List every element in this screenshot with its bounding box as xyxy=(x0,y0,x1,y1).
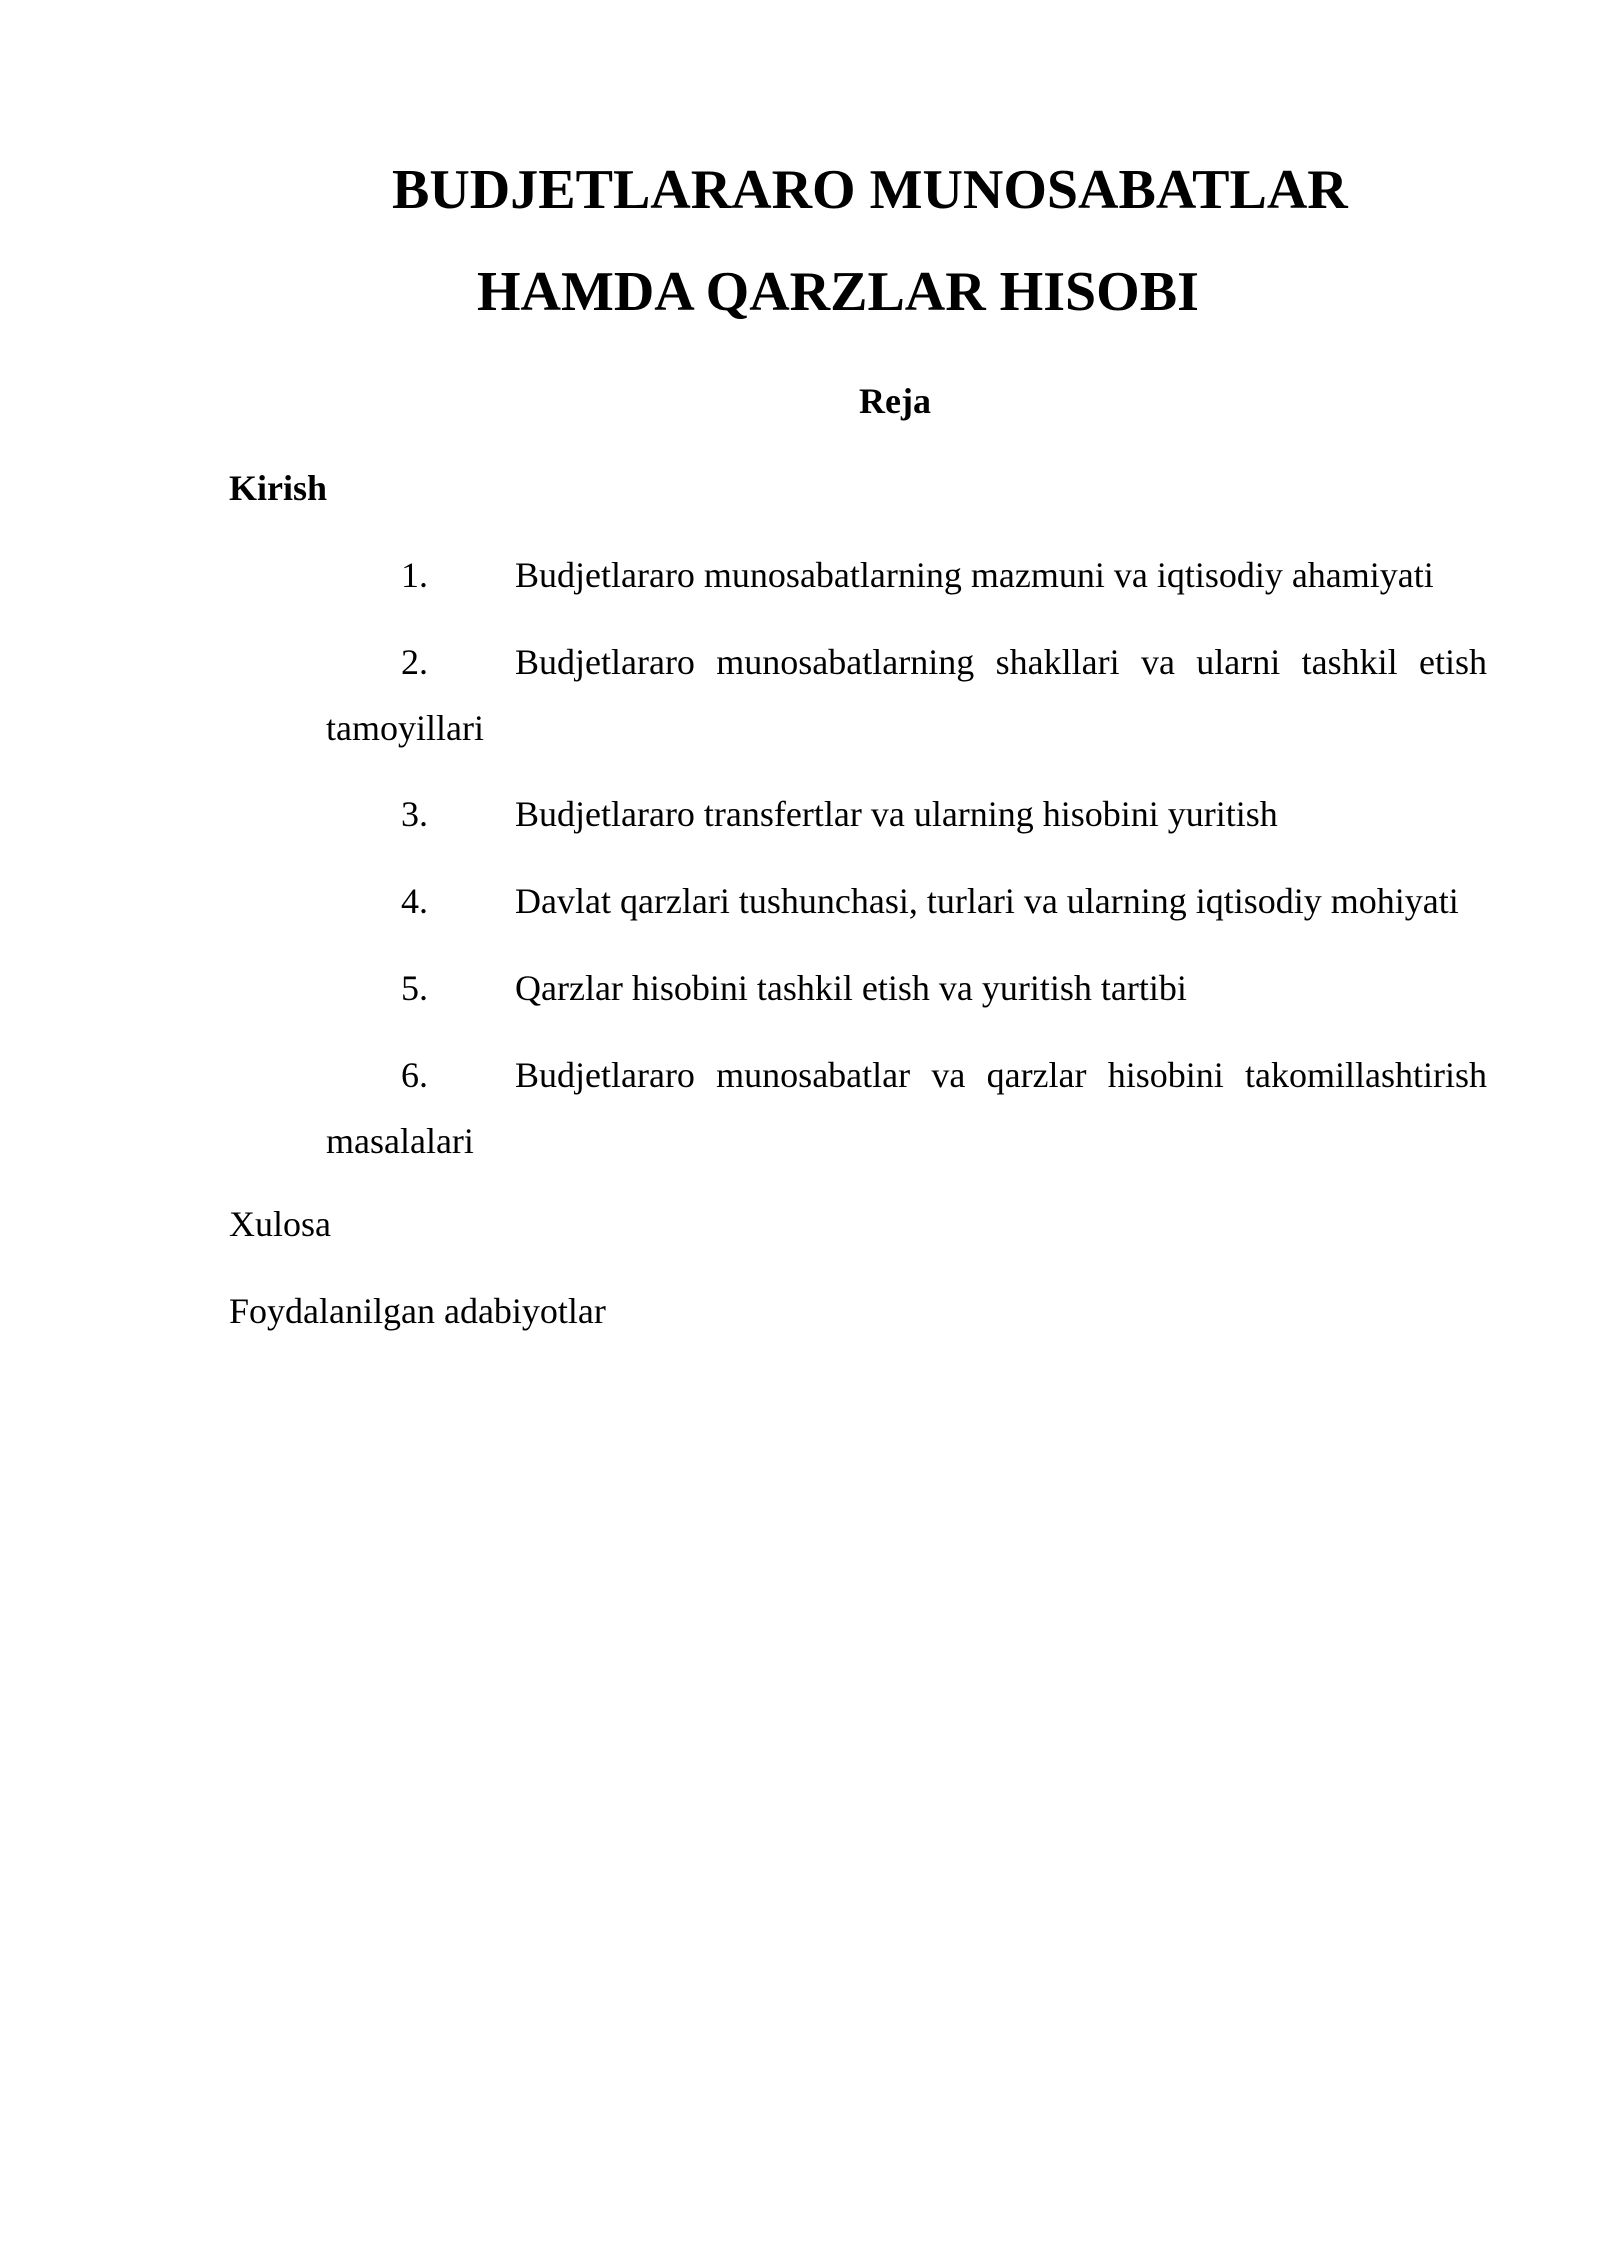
plan-item-text: Budjetlararo munosabatlarning shakllari va ularni tashkil etish xyxy=(515,642,1487,682)
plan-item-text: Budjetlararo munosabatlar va qarzlar hisobini takomillashtirish xyxy=(515,1055,1487,1095)
plan-item-continuation: tamoyillari xyxy=(326,708,484,748)
plan-item-text: Budjetlararo transfertlar va ularning hisobini yuritish xyxy=(515,794,1278,834)
plan-item-number: 3. xyxy=(401,794,428,834)
document-title-line-2: HAMDA QARZLAR HISOBI xyxy=(477,261,1199,323)
plan-item-text: Budjetlararo munosabatlarning mazmuni va iqtisodiy ahamiyati xyxy=(515,555,1434,595)
plan-item-number: 4. xyxy=(401,881,428,921)
plan-item-number: 6. xyxy=(401,1055,428,1095)
conclusion-line: Xulosa xyxy=(229,1204,331,1244)
intro-heading: Kirish xyxy=(229,468,328,508)
plan-item-number: 1. xyxy=(401,555,428,595)
plan-item-text: Qarzlar hisobini tashkil etish va yuritish tartibi xyxy=(515,968,1187,1008)
plan-heading: Reja xyxy=(859,381,931,421)
plan-item-text: Davlat qarzlari tushunchasi, turlari va ularning iqtisodiy mohiyati xyxy=(515,881,1459,921)
document-title-line-1: BUDJETLARARO MUNOSABATLAR xyxy=(392,159,1348,221)
plan-item-continuation: masalalari xyxy=(326,1121,474,1161)
plan-item-number: 2. xyxy=(401,642,428,682)
plan-item-number: 5. xyxy=(401,968,428,1008)
references-line: Foydalanilgan adabiyotlar xyxy=(229,1291,606,1331)
